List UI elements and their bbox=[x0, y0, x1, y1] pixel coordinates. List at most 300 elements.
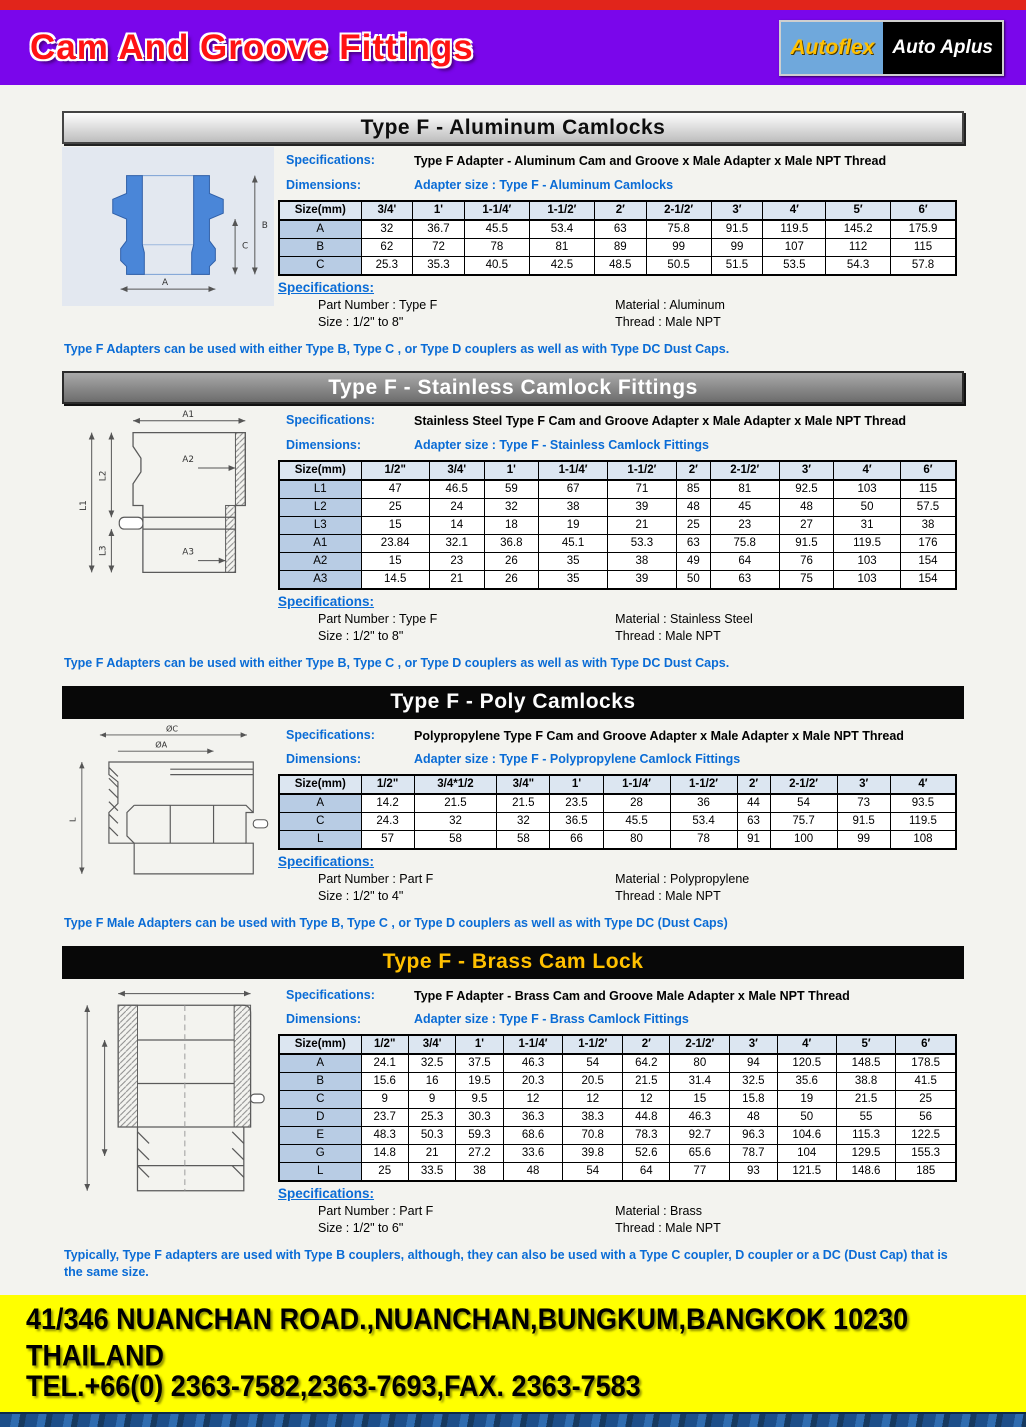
poly-drawing bbox=[62, 722, 274, 885]
table-cell: 38 bbox=[900, 516, 956, 534]
table-cell: 45 bbox=[710, 498, 779, 516]
table-header-cell: 5′ bbox=[836, 1035, 895, 1054]
table-cell: 18 bbox=[484, 516, 539, 534]
stainless-camlock-diagram bbox=[62, 407, 274, 604]
table-cell: 70.8 bbox=[563, 1126, 623, 1144]
dim-text: Adapter size : Type F - Brass Camlock Fittings bbox=[414, 1011, 689, 1026]
table-cell: 12 bbox=[563, 1090, 623, 1108]
table-header-cell: 3/4' bbox=[408, 1035, 455, 1054]
material: Material : Polypropylene bbox=[615, 871, 750, 886]
table-cell: 63 bbox=[710, 570, 779, 589]
thread: Thread : Male NPT bbox=[615, 888, 721, 903]
table-cell: 54 bbox=[563, 1054, 623, 1073]
table-cell: 47 bbox=[361, 480, 429, 499]
table-header-cell: 2′ bbox=[594, 201, 646, 220]
row-label-cell: A1 bbox=[279, 534, 361, 552]
dim-label-a3: A3 bbox=[182, 548, 194, 559]
table-cell: 9 bbox=[408, 1090, 455, 1108]
table-cell: 54 bbox=[563, 1162, 623, 1181]
table-cell: 32 bbox=[361, 220, 413, 239]
table-cell: 64 bbox=[623, 1162, 670, 1181]
table-header-cell: Size(mm) bbox=[279, 1035, 361, 1054]
aluminum-camlock-diagram bbox=[62, 147, 274, 306]
company-logo bbox=[779, 20, 1004, 76]
table-header-cell: 1-1/2′ bbox=[670, 775, 737, 794]
table-cell: 38 bbox=[456, 1162, 503, 1181]
table-cell: 119.5 bbox=[763, 220, 826, 239]
table-cell: 91.5 bbox=[837, 812, 890, 830]
table-header-cell: 1/2" bbox=[361, 461, 429, 480]
aluminum-dimensions-table bbox=[278, 200, 964, 276]
table-header-row bbox=[279, 461, 956, 480]
table-cell: 115 bbox=[900, 480, 956, 499]
table-header-row bbox=[279, 1035, 956, 1054]
table-cell: 42.5 bbox=[529, 256, 594, 275]
table-cell: 120.5 bbox=[777, 1054, 836, 1073]
table-cell: 103 bbox=[834, 552, 901, 570]
row-label-cell: L bbox=[279, 1162, 361, 1181]
page-header bbox=[0, 10, 1026, 85]
table-cell: 21.5 bbox=[836, 1090, 895, 1108]
part-number: Part Number : Part F bbox=[318, 1203, 434, 1218]
spec-details bbox=[278, 612, 964, 643]
stainless-dimensions-table bbox=[278, 460, 964, 590]
table-header-cell: 3/4' bbox=[361, 201, 413, 220]
table-cell: 71 bbox=[608, 480, 677, 499]
table-row bbox=[279, 1108, 956, 1126]
page-title: Cam And Groove Fittings bbox=[30, 27, 474, 67]
table-cell: 96.3 bbox=[730, 1126, 777, 1144]
table-cell: 27 bbox=[779, 516, 834, 534]
table-cell: 56 bbox=[896, 1108, 956, 1126]
table-cell: 91.5 bbox=[711, 220, 763, 239]
section-title: Type F - Aluminum Camlocks bbox=[360, 115, 666, 139]
table-cell: 68.6 bbox=[503, 1126, 563, 1144]
dim-label-a2: A2 bbox=[182, 455, 194, 466]
table-cell: 36 bbox=[670, 794, 737, 813]
specifications-heading: Specifications: bbox=[278, 279, 375, 295]
table-header-cell: 6′ bbox=[896, 1035, 956, 1054]
row-label-cell: A bbox=[279, 220, 361, 239]
table-cell: 23 bbox=[710, 516, 779, 534]
dim-label-a: A bbox=[162, 278, 169, 289]
dim-label-b: B bbox=[261, 221, 268, 232]
dim-label-l2: L2 bbox=[98, 471, 109, 482]
table-cell: 45.5 bbox=[464, 220, 529, 239]
table-row bbox=[279, 1126, 956, 1144]
dim-label-l: L bbox=[67, 817, 78, 822]
table-header-cell: 1-1/2′ bbox=[563, 1035, 623, 1054]
table-header-cell: 6′ bbox=[890, 201, 956, 220]
table-cell: 20.3 bbox=[503, 1072, 563, 1090]
spec-text: Polypropylene Type F Cam and Groove Adapter x Male Adapter x Male NPT Thread bbox=[414, 728, 904, 743]
table-cell: 80 bbox=[670, 1054, 730, 1073]
table-header-cell: 1' bbox=[413, 201, 465, 220]
material: Material : Brass bbox=[615, 1203, 702, 1218]
table-header-cell: 3′ bbox=[730, 1035, 777, 1054]
table-cell: 63 bbox=[676, 534, 710, 552]
table-cell: 45.1 bbox=[539, 534, 608, 552]
table-cell: 44 bbox=[737, 794, 770, 813]
row-label-cell: A bbox=[279, 1054, 361, 1073]
table-cell: 48.5 bbox=[594, 256, 646, 275]
brass-dimensions-table bbox=[278, 1034, 964, 1182]
table-cell: 38.3 bbox=[563, 1108, 623, 1126]
table-cell: 24 bbox=[429, 498, 484, 516]
table-cell: 48.3 bbox=[361, 1126, 408, 1144]
table-cell: 21.5 bbox=[623, 1072, 670, 1090]
dim-text: Adapter size : Type F - Polypropylene Camlock Fittings bbox=[414, 751, 741, 766]
table-cell: 78 bbox=[670, 830, 737, 849]
page-footer bbox=[0, 1295, 1026, 1412]
spec-details bbox=[278, 872, 964, 903]
specifications-label: Specifications: bbox=[286, 727, 375, 742]
table-cell: 21.5 bbox=[497, 794, 550, 813]
table-cell: 103 bbox=[834, 480, 901, 499]
row-label-cell: B bbox=[279, 238, 361, 256]
dimensions-label: Dimensions: bbox=[286, 177, 362, 192]
table-cell: 32 bbox=[414, 812, 497, 830]
table-row bbox=[279, 1144, 956, 1162]
dim-label-a1: A1 bbox=[182, 410, 195, 421]
table-header-cell: 1' bbox=[550, 775, 603, 794]
table-cell: 78 bbox=[464, 238, 529, 256]
thread: Thread : Male NPT bbox=[615, 314, 721, 329]
table-cell: 155.3 bbox=[896, 1144, 956, 1162]
table-header-cell: 4′ bbox=[834, 461, 901, 480]
row-label-cell: C bbox=[279, 812, 361, 830]
table-header-cell: 5′ bbox=[826, 201, 891, 220]
table-cell: 14.5 bbox=[361, 570, 429, 589]
table-cell: 31.4 bbox=[670, 1072, 730, 1090]
table-header-cell: 3′ bbox=[711, 201, 763, 220]
table-cell: 36.8 bbox=[484, 534, 539, 552]
table-cell: 175.9 bbox=[890, 220, 956, 239]
bottom-decorative-strip bbox=[0, 1412, 1026, 1427]
table-cell: 103 bbox=[834, 570, 901, 589]
table-cell: 78.7 bbox=[730, 1144, 777, 1162]
table-cell: 85 bbox=[676, 480, 710, 499]
table-header-cell: 2′ bbox=[676, 461, 710, 480]
table-cell: 23 bbox=[429, 552, 484, 570]
table-header-cell: 2-1/2′ bbox=[646, 201, 711, 220]
table-cell: 48 bbox=[730, 1108, 777, 1126]
table-cell: 37.5 bbox=[456, 1054, 503, 1073]
table-cell: 129.5 bbox=[836, 1144, 895, 1162]
table-cell: 53.4 bbox=[529, 220, 594, 239]
table-cell: 12 bbox=[503, 1090, 563, 1108]
table-cell: 64.2 bbox=[623, 1054, 670, 1073]
table-cell: 72 bbox=[413, 238, 465, 256]
table-cell: 75.8 bbox=[710, 534, 779, 552]
table-cell: 54 bbox=[770, 794, 837, 813]
row-label-cell: D bbox=[279, 1108, 361, 1126]
table-cell: 75 bbox=[779, 570, 834, 589]
table-row bbox=[279, 1090, 956, 1108]
specifications-heading: Specifications: bbox=[278, 1185, 375, 1201]
table-cell: 50.5 bbox=[646, 256, 711, 275]
row-label-cell: L2 bbox=[279, 498, 361, 516]
table-cell: 178.5 bbox=[896, 1054, 956, 1073]
section-title: Type F - Brass Cam Lock bbox=[382, 950, 644, 974]
table-header-cell: 3′ bbox=[837, 775, 890, 794]
table-row bbox=[279, 516, 956, 534]
material: Material : Aluminum bbox=[615, 297, 725, 312]
table-header-cell: 2′ bbox=[737, 775, 770, 794]
table-cell: 91.5 bbox=[779, 534, 834, 552]
thread: Thread : Male NPT bbox=[615, 1220, 721, 1235]
table-row bbox=[279, 570, 956, 589]
dim-text: Adapter size : Type F - Stainless Camlock Fittings bbox=[414, 437, 709, 452]
table-cell: 35 bbox=[539, 570, 608, 589]
table-cell: 35 bbox=[539, 552, 608, 570]
table-row bbox=[279, 220, 956, 239]
table-row bbox=[279, 830, 956, 849]
table-row bbox=[279, 480, 956, 499]
table-cell: 99 bbox=[646, 238, 711, 256]
table-cell: 14.2 bbox=[361, 794, 414, 813]
table-row bbox=[279, 812, 956, 830]
table-row bbox=[279, 256, 956, 275]
table-header-row bbox=[279, 201, 956, 220]
table-cell: 40.5 bbox=[464, 256, 529, 275]
table-row bbox=[279, 498, 956, 516]
table-cell: 32 bbox=[484, 498, 539, 516]
table-cell: 121.5 bbox=[777, 1162, 836, 1181]
table-header-cell: 1-1/4′ bbox=[503, 1035, 563, 1054]
catalog-content bbox=[0, 85, 1026, 1294]
table-cell: 51.5 bbox=[711, 256, 763, 275]
part-number: Part Number : Type F bbox=[318, 611, 438, 626]
dim-text: Adapter size : Type F - Aluminum Camlocks bbox=[414, 177, 674, 192]
table-cell: 46.3 bbox=[503, 1054, 563, 1073]
table-cell: 93 bbox=[730, 1162, 777, 1181]
table-cell: 50 bbox=[676, 570, 710, 589]
table-cell: 24.3 bbox=[361, 812, 414, 830]
table-cell: 148.5 bbox=[836, 1054, 895, 1073]
table-header-cell: 2-1/2′ bbox=[670, 1035, 730, 1054]
row-label-cell: L1 bbox=[279, 480, 361, 499]
row-label-cell: A3 bbox=[279, 570, 361, 589]
table-cell: 78.3 bbox=[623, 1126, 670, 1144]
specifications-heading: Specifications: bbox=[278, 853, 375, 869]
table-cell: 25.3 bbox=[408, 1108, 455, 1126]
table-header-cell: 4′ bbox=[890, 775, 956, 794]
table-cell: 32.5 bbox=[730, 1072, 777, 1090]
usage-note: Type F Adapters can be used with either Type B, Type C , or Type D couplers as well as with Type DC Dust Caps. bbox=[64, 655, 730, 670]
table-cell: 66 bbox=[550, 830, 603, 849]
row-label-cell: E bbox=[279, 1126, 361, 1144]
table-cell: 94 bbox=[730, 1054, 777, 1073]
usage-note: Typically, Type F adapters are used with Type B couplers, although, they can also be used with a Type C coupler, D coupler or a DC (Dust Cap) that is the same size. bbox=[64, 1247, 948, 1279]
table-row bbox=[279, 794, 956, 813]
section-stainless bbox=[62, 371, 964, 671]
thread: Thread : Male NPT bbox=[615, 628, 721, 643]
table-header-cell: 3/4*1/2 bbox=[414, 775, 497, 794]
table-header-cell: 1-1/4′ bbox=[539, 461, 608, 480]
table-cell: 15 bbox=[361, 552, 429, 570]
row-label-cell: L bbox=[279, 830, 361, 849]
table-cell: 48 bbox=[503, 1162, 563, 1181]
table-cell: 67 bbox=[539, 480, 608, 499]
table-cell: 75.8 bbox=[646, 220, 711, 239]
section-poly bbox=[62, 686, 964, 932]
row-label-cell: G bbox=[279, 1144, 361, 1162]
logo-auto-aplus: Auto Aplus bbox=[883, 22, 1002, 74]
spec-text: Type F Adapter - Aluminum Cam and Groove x Male Adapter x Male NPT Thread bbox=[414, 154, 887, 169]
row-label-cell: L3 bbox=[279, 516, 361, 534]
table-cell: 15 bbox=[670, 1090, 730, 1108]
row-label-cell: B bbox=[279, 1072, 361, 1090]
table-cell: 54.3 bbox=[826, 256, 891, 275]
size-range: Size : 1/2" to 4" bbox=[318, 888, 404, 903]
table-cell: 24.1 bbox=[361, 1054, 408, 1073]
table-cell: 89 bbox=[594, 238, 646, 256]
table-cell: 39 bbox=[608, 570, 677, 589]
table-header-cell: Size(mm) bbox=[279, 201, 361, 220]
table-cell: 63 bbox=[594, 220, 646, 239]
table-cell: 14 bbox=[429, 516, 484, 534]
table-cell: 19 bbox=[539, 516, 608, 534]
table-cell: 16 bbox=[408, 1072, 455, 1090]
table-cell: 57.8 bbox=[890, 256, 956, 275]
size-range: Size : 1/2" to 8" bbox=[318, 628, 404, 643]
table-cell: 26 bbox=[484, 570, 539, 589]
table-cell: 25 bbox=[361, 498, 429, 516]
table-cell: 58 bbox=[497, 830, 550, 849]
table-cell: 185 bbox=[896, 1162, 956, 1181]
table-cell: 15 bbox=[361, 516, 429, 534]
logo-autoflex: Autoflex bbox=[781, 22, 883, 74]
usage-note: Type F Male Adapters can be used with Type B, Type C , or Type D couplers as well as with Type DC (Dust Caps) bbox=[64, 915, 728, 930]
table-cell: 50 bbox=[777, 1108, 836, 1126]
table-cell: 53.5 bbox=[763, 256, 826, 275]
section-title-bar bbox=[62, 111, 964, 144]
usage-note: Type F Adapters can be used with either Type B, Type C , or Type D couplers as well as with Type DC Dust Caps. bbox=[64, 341, 730, 356]
table-cell: 25 bbox=[676, 516, 710, 534]
table-cell: 23.7 bbox=[361, 1108, 408, 1126]
table-cell: 19 bbox=[777, 1090, 836, 1108]
table-cell: 52.6 bbox=[623, 1144, 670, 1162]
address-line: 41/346 NUANCHAN ROAD.,NUANCHAN,BUNGKUM,BANGKOK 10230 THAILAND bbox=[26, 1302, 909, 1372]
table-cell: 36.3 bbox=[503, 1108, 563, 1126]
table-cell: 38.8 bbox=[836, 1072, 895, 1090]
table-header-cell: 1/2" bbox=[361, 775, 414, 794]
dim-label-phi-a: ØA bbox=[155, 739, 168, 750]
table-cell: 76 bbox=[779, 552, 834, 570]
section-aluminum bbox=[62, 111, 964, 357]
table-cell: 32.5 bbox=[408, 1054, 455, 1073]
table-cell: 25 bbox=[896, 1090, 956, 1108]
table-row bbox=[279, 1054, 956, 1073]
table-header-cell: 2′ bbox=[623, 1035, 670, 1054]
table-header-cell: Size(mm) bbox=[279, 775, 361, 794]
table-cell: 53.3 bbox=[608, 534, 677, 552]
table-cell: 57.5 bbox=[900, 498, 956, 516]
dim-label-l1: L1 bbox=[78, 500, 89, 512]
dimensions-label: Dimensions: bbox=[286, 1011, 362, 1026]
table-cell: 39.8 bbox=[563, 1144, 623, 1162]
table-header-cell: 3′ bbox=[779, 461, 834, 480]
table-cell: 99 bbox=[837, 830, 890, 849]
section-brass bbox=[62, 946, 964, 1281]
table-cell: 36.7 bbox=[413, 220, 465, 239]
table-cell: 35.6 bbox=[777, 1072, 836, 1090]
table-cell: 31 bbox=[834, 516, 901, 534]
table-cell: 41.5 bbox=[896, 1072, 956, 1090]
table-header-cell: 1-1/2′ bbox=[529, 201, 594, 220]
table-cell: 115.3 bbox=[836, 1126, 895, 1144]
table-row bbox=[279, 238, 956, 256]
row-label-cell: C bbox=[279, 256, 361, 275]
section-title: Type F - Poly Camlocks bbox=[390, 690, 636, 714]
table-cell: 64 bbox=[710, 552, 779, 570]
table-cell: 148.6 bbox=[836, 1162, 895, 1181]
row-label-cell: A bbox=[279, 794, 361, 813]
section-title: Type F - Stainless Camlock Fittings bbox=[328, 375, 698, 399]
spec-text: Stainless Steel Type F Cam and Groove Adapter x Male Adapter x Male NPT Thread bbox=[414, 414, 907, 429]
table-cell: 25.3 bbox=[361, 256, 413, 275]
table-cell: 59.3 bbox=[456, 1126, 503, 1144]
section-title-bar bbox=[62, 371, 964, 404]
top-red-bar bbox=[0, 0, 1026, 10]
specifications-label: Specifications: bbox=[286, 153, 375, 168]
table-cell: 59 bbox=[484, 480, 539, 499]
table-header-cell: 1' bbox=[484, 461, 539, 480]
table-cell: 9 bbox=[361, 1090, 408, 1108]
dim-label-phi-c: ØC bbox=[166, 722, 179, 733]
table-cell: 23.5 bbox=[550, 794, 603, 813]
part-number: Part Number : Type F bbox=[318, 297, 438, 312]
table-cell: 26 bbox=[484, 552, 539, 570]
table-cell: 49 bbox=[676, 552, 710, 570]
table-header-cell: 2-1/2′ bbox=[710, 461, 779, 480]
table-cell: 19.5 bbox=[456, 1072, 503, 1090]
table-cell: 48 bbox=[779, 498, 834, 516]
specifications-label: Specifications: bbox=[286, 987, 375, 1002]
dimensions-label: Dimensions: bbox=[286, 437, 362, 452]
table-cell: 28 bbox=[603, 794, 670, 813]
table-header-cell: 1' bbox=[456, 1035, 503, 1054]
table-header-cell: Size(mm) bbox=[279, 461, 361, 480]
poly-camlock-diagram bbox=[62, 722, 274, 890]
table-cell: 21 bbox=[429, 570, 484, 589]
spec-text: Type F Adapter - Brass Cam and Groove Male Adapter x Male NPT Thread bbox=[414, 988, 850, 1003]
table-cell: 104.6 bbox=[777, 1126, 836, 1144]
table-cell: 62 bbox=[361, 238, 413, 256]
table-cell: 32 bbox=[497, 812, 550, 830]
table-header-cell: 2-1/2′ bbox=[770, 775, 837, 794]
table-row bbox=[279, 552, 956, 570]
size-range: Size : 1/2" to 6" bbox=[318, 1220, 404, 1235]
table-cell: 44.8 bbox=[623, 1108, 670, 1126]
specifications-label: Specifications: bbox=[286, 413, 375, 428]
table-cell: 119.5 bbox=[890, 812, 956, 830]
stainless-drawing bbox=[62, 407, 274, 599]
brass-drawing bbox=[62, 982, 270, 1214]
poly-dimensions-table bbox=[278, 774, 964, 850]
table-cell: 20.5 bbox=[563, 1072, 623, 1090]
table-header-row bbox=[279, 775, 956, 794]
table-cell: 145.2 bbox=[826, 220, 891, 239]
table-cell: 21.5 bbox=[414, 794, 497, 813]
table-cell: 45.5 bbox=[603, 812, 670, 830]
table-header-cell: 3/4" bbox=[497, 775, 550, 794]
table-cell: 81 bbox=[529, 238, 594, 256]
table-cell: 50.3 bbox=[408, 1126, 455, 1144]
table-cell: 38 bbox=[539, 498, 608, 516]
table-cell: 14.8 bbox=[361, 1144, 408, 1162]
